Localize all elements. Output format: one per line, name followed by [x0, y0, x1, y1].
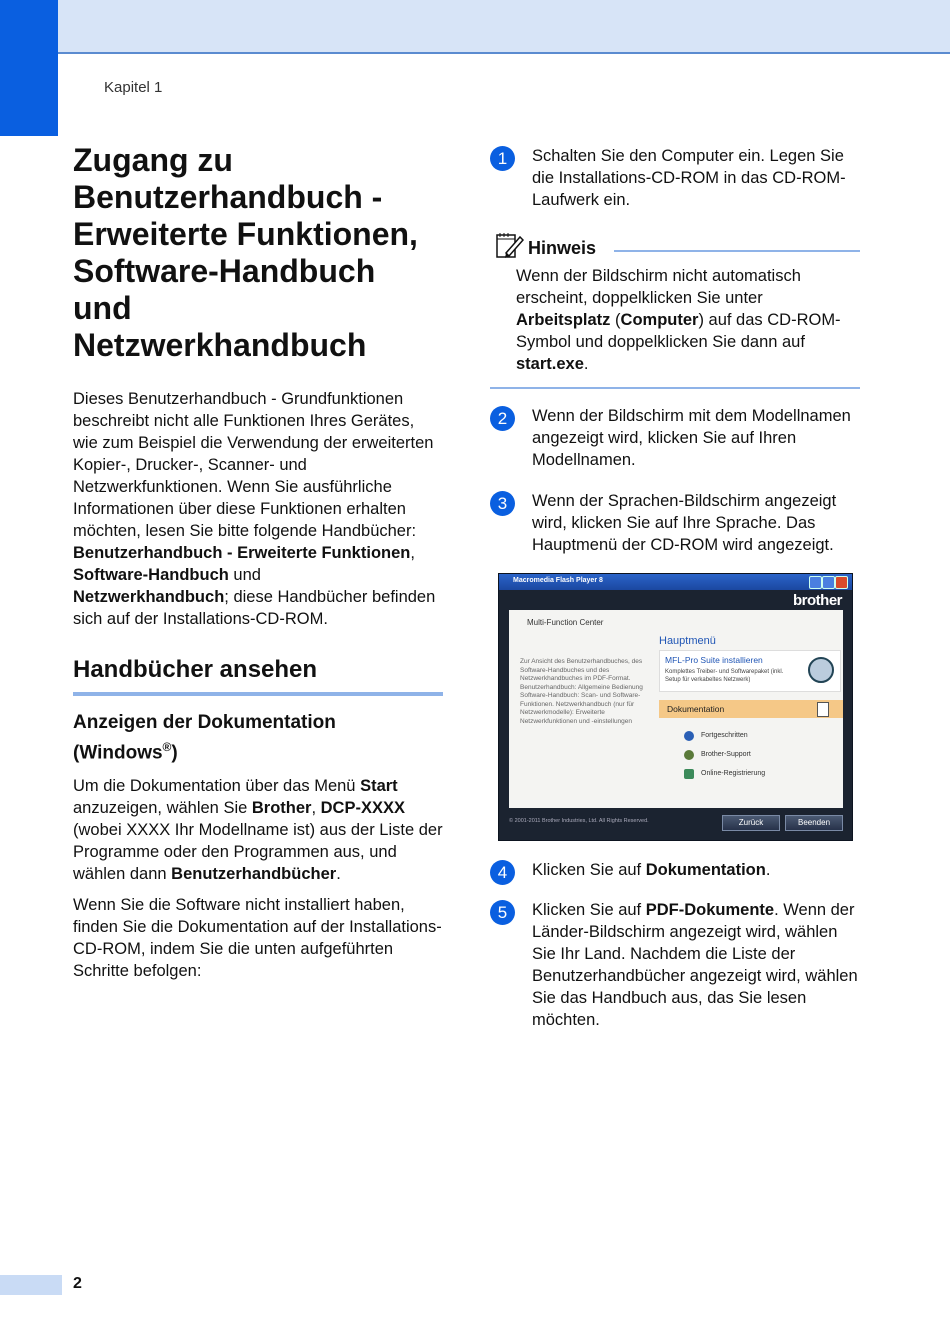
right-column	[490, 142, 860, 1031]
step-text: Klicken Sie auf	[532, 861, 646, 879]
manual-name: Software-Handbuch	[73, 566, 229, 584]
window-titlebar	[499, 574, 852, 590]
menu-panel	[509, 610, 843, 808]
note-pencil-icon	[494, 231, 524, 266]
note-term: Computer	[620, 311, 699, 329]
registration-link: Online-Registrierung	[701, 770, 766, 777]
exit-button: Beenden	[785, 815, 843, 831]
copyright-text: © 2001-2011 Brother Industries, Ltd. All Rights Reserved.	[509, 818, 649, 824]
main-menu-title: Hauptmenü	[659, 635, 716, 647]
support-icon	[684, 750, 694, 760]
intro-text: ; diese Handbücher befinden sich auf der Installations-CD-ROM.	[73, 588, 436, 628]
step-text: Klicken Sie auf	[532, 901, 646, 919]
cd-menu-screenshot	[498, 573, 853, 841]
step-5	[490, 899, 860, 1031]
title-line: und	[73, 290, 132, 326]
section-heading: Handbücher ansehen	[73, 656, 443, 696]
step-term: PDF-Dokumente	[645, 901, 775, 919]
para-text: ,	[311, 799, 321, 818]
chapter-label: Kapitel 1	[104, 79, 163, 96]
panel-description: Zur Ansicht des Benutzerhandbuches, des Software-Handbuches und des Netzwerkhandbuches im PDF-Format. Benutzerhandbuch: Allgemeine Bedienung Software-Handbuch: Scan- und Software-Funktionen. Netzwerkhandbuch (nur für Netzwerkmodelle): Erweiterte Netzwerkfunktionen und -einstellungen	[520, 658, 643, 725]
documentation-label: Dokumentation	[667, 704, 725, 714]
page-title	[73, 142, 443, 364]
subsection-heading	[73, 710, 443, 765]
chapter-tab	[0, 0, 58, 136]
registration-icon	[684, 769, 694, 779]
step-text: Wenn der Sprachen-Bildschirm angezeigt wird, klicken Sie auf Ihre Sprache. Das Hauptmenü der CD-ROM wird angezeigt.	[532, 492, 837, 554]
title-line: Netzwerkhandbuch	[73, 327, 367, 363]
note-fragment: .	[583, 355, 589, 373]
brother-logo: brother	[793, 592, 842, 609]
note-fragment: Wenn der Bildschirm nicht automatisch erscheint, doppelklicken Sie unter	[516, 267, 801, 307]
step-term: Dokumentation	[645, 861, 766, 879]
menu-term: Start	[360, 777, 398, 796]
center-title: Multi-Function Center	[527, 618, 604, 627]
para-text: anzuzeigen, wählen Sie	[73, 799, 252, 818]
note-fragment: (	[610, 311, 621, 329]
subheading-text: (Windows	[73, 742, 163, 764]
advanced-link: Fortgeschritten	[701, 732, 748, 739]
document-icon	[817, 702, 829, 717]
note-divider	[614, 250, 860, 252]
menu-term: DCP-XXXX	[320, 799, 405, 818]
note-label: Hinweis	[528, 237, 597, 258]
title-line: Erweiterte Funktionen,	[73, 216, 418, 252]
manual-name: Netzwerkhandbuch	[73, 588, 225, 606]
note-term: start.exe	[516, 355, 584, 373]
intro-text: und	[228, 566, 261, 584]
step-number-badge: 5	[490, 900, 515, 925]
subheading-text: Anzeigen der Dokumentation	[73, 712, 336, 733]
note-text	[516, 265, 860, 375]
back-button: Zurück	[722, 815, 780, 831]
step-number-badge: 2	[490, 406, 515, 431]
intro-text: ,	[410, 544, 415, 562]
maximize-icon	[822, 576, 835, 589]
window-title: Macromedia Flash Player 8	[513, 577, 603, 584]
left-column	[73, 142, 443, 982]
note-header	[494, 233, 860, 263]
para-text: Um die Dokumentation über das Menü	[73, 777, 361, 796]
step-number-badge: 3	[490, 491, 515, 516]
para-text: .	[336, 865, 341, 884]
no-software-paragraph: Wenn Sie die Software nicht installiert haben, finden Sie die Dokumentation auf der Installations-CD-ROM, indem Sie die unten aufgeführten Schritte befolgen:	[73, 896, 442, 981]
step-4	[490, 859, 860, 881]
minimize-icon	[809, 576, 822, 589]
title-line: Benutzerhandbuch -	[73, 179, 383, 215]
intro-paragraph	[73, 388, 443, 630]
step-text: Wenn der Bildschirm mit dem Modellnamen angezeigt wird, klicken Sie auf Ihren Modellnamen.	[532, 407, 851, 469]
intro-text: Dieses Benutzerhandbuch - Grundfunktionen beschreibt nicht alle Funktionen Ihres Gerätes, wie zum Beispiel die Verwendung der erweiterten Kopier-, Drucker-, Scanner- und Netzwerkfunktionen. Wenn Sie ausführliche Informationen über diese Funktionen erhalten möchten, lesen Sie bitte folgende Handbücher:	[73, 390, 434, 540]
support-link: Brother-Support	[701, 751, 751, 758]
step-3	[490, 490, 860, 556]
para-text: (wobei XXXX Ihr Modellname ist) aus der Liste der Programme oder den Programmen aus, und wählen dann	[73, 821, 443, 884]
note-fragment: ) auf das CD-ROM-Symbol und doppelklicken Sie dann auf	[516, 311, 841, 351]
gear-icon	[684, 731, 694, 741]
note-box	[490, 233, 860, 389]
title-line: Software-Handbuch	[73, 253, 376, 289]
cd-icon	[808, 657, 834, 683]
install-suite-label: MFL-Pro Suite installieren	[665, 655, 763, 665]
menu-term: Brother	[251, 799, 312, 818]
page-number: 2	[73, 1275, 82, 1292]
manual-name: Benutzerhandbuch - Erweiterte Funktionen	[73, 544, 411, 562]
step-number-badge: 4	[490, 860, 515, 885]
step-text: Schalten Sie den Computer ein. Legen Sie die Installations-CD-ROM in das CD-ROM-Laufwerk ein.	[532, 147, 846, 209]
note-term: Arbeitsplatz	[516, 311, 611, 329]
step-text: .	[765, 861, 771, 879]
registered-mark: ®	[162, 740, 172, 754]
subheading-text: )	[171, 742, 178, 764]
step-text: . Wenn der Länder-Bildschirm angezeigt wird, wählen Sie Ihr Land. Nachdem die Liste der Benutzerhandbücher angezeigt wird, wählen Sie das Handbuch aus, das Sie lesen möchten.	[532, 901, 858, 1029]
install-suite-item	[659, 650, 841, 692]
step-2	[490, 405, 860, 471]
step-1	[490, 145, 860, 211]
step-number-badge: 1	[490, 146, 515, 171]
footer-bar	[0, 1275, 62, 1295]
menu-term: Benutzerhandbücher	[171, 865, 337, 884]
header-bar	[0, 0, 950, 54]
install-suite-sub: Komplettes Treiber- und Softwarepaket (inkl. Setup für verkabeltes Netzwerk)	[665, 669, 784, 683]
note-bottom-divider	[490, 387, 860, 389]
title-line: Zugang zu	[73, 142, 233, 178]
close-icon	[835, 576, 848, 589]
start-menu-paragraph	[73, 775, 443, 885]
documentation-item	[659, 700, 843, 718]
